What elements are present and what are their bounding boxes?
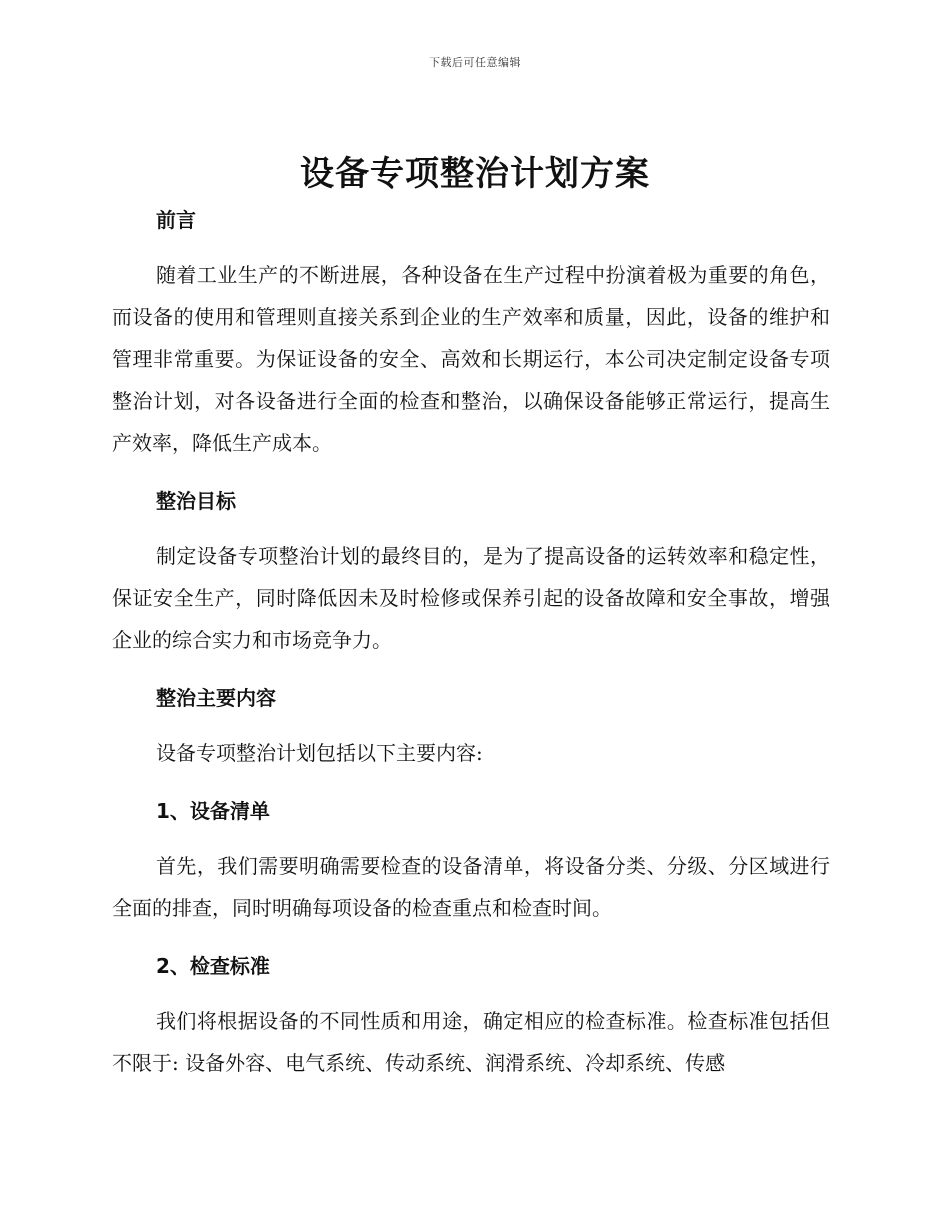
- document-title: 设备专项整治计划方案: [300, 154, 650, 194]
- subheading-equipment-list: 1、设备清单: [156, 799, 270, 823]
- paragraph-content-intro: 设备专项整治计划包括以下主要内容:: [156, 741, 483, 765]
- section-heading-preface: 前言: [156, 208, 196, 232]
- paragraph-goal: 制定设备专项整治计划的最终目的，是为了提高设备的运转效率和稳定性，保证安全生产，同时降低因未及时检修或保养引起的设备故障和安全事故，增强企业的综合实力和市场竞争力。: [112, 544, 830, 652]
- page-header-note: 下载后可任意编辑: [429, 56, 521, 69]
- section-heading-content: 整治主要内容: [156, 686, 276, 710]
- paragraph-preface: 随着工业生产的不断进展，各种设备在生产过程中扮演着极为重要的角色，而设备的使用和管理则直接关系到企业的生产效率和质量，因此，设备的维护和管理非常重要。为保证设备的安全、高效和长期运行，本公司决定制定设备专项整治计划，对各设备进行全面的检查和整治，以确保设备能够正常运行，提高生产效率，降低生产成本。: [112, 263, 830, 455]
- paragraph-inspection-standard: 我们将根据设备的不同性质和用途，确定相应的检查标准。检查标准包括但不限于: 设备外容、电气系统、传动系统、润滑系统、冷却系统、传感: [112, 1009, 830, 1075]
- section-heading-goal: 整治目标: [156, 489, 236, 513]
- subheading-inspection-standard: 2、检查标准: [156, 954, 270, 978]
- document-body: [112, 200, 830, 1084]
- paragraph-equipment-list: 首先，我们需要明确需要检查的设备清单，将设备分类、分级、分区域进行全面的排查，同时明确每项设备的检查重点和检查时间。: [112, 854, 830, 920]
